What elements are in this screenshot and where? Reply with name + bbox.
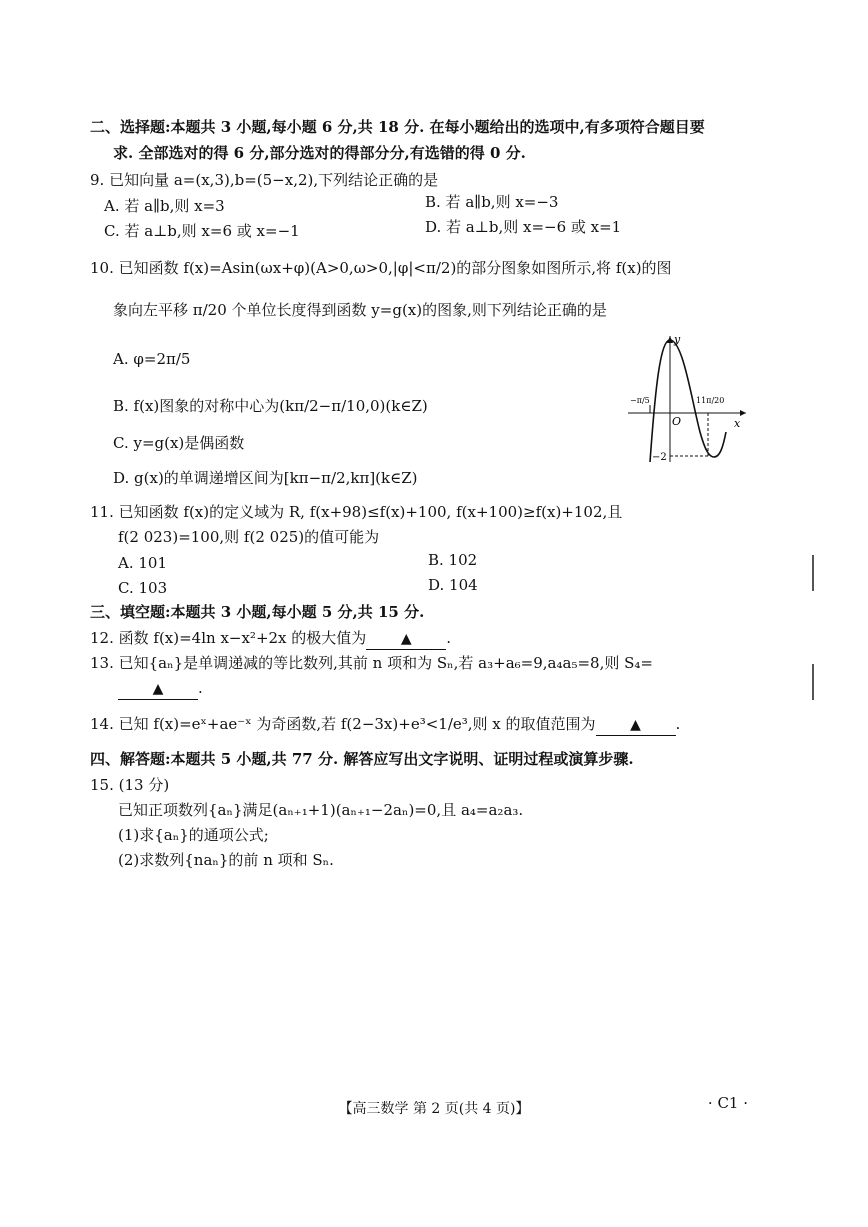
q9-option-c: C. 若 a⊥b,则 x=6 或 x=−1 [104,222,300,240]
q12-end: . [446,629,452,647]
section3-heading: 三、填空题:本题共 3 小题,每小题 5 分,共 15 分. [90,603,425,621]
q13-answer-line [118,678,203,700]
corner-mark: · C1 · [707,1094,748,1112]
q11-option-a: A. 101 [118,554,167,572]
q12-answer-blank [366,628,446,650]
q12-line [90,628,451,650]
q13-text: 13. 已知{aₙ}是单调递减的等比数列,其前 n 项和为 Sₙ,若 a₃+a₆=9,a₄a₅=8,则 S₄= [90,654,653,672]
q11-option-d: D. 104 [428,576,478,594]
q13-end: . [198,679,203,697]
q11-option-b: B. 102 [428,551,478,569]
q13-answer-blank [118,678,198,700]
q9-option-b: B. 若 a∥b,则 x=−3 [425,193,559,211]
q9-option-a: A. 若 a∥b,则 x=3 [104,197,225,215]
graph-y-label: y [674,333,681,346]
answer-mark-icon: ▲ [152,681,164,697]
section4-heading: 四、解答题:本题共 5 小题,共 77 分. 解答应写出文字说明、证明过程或演算步骤. [90,750,634,768]
section2-heading-line2: 求. 全部选对的得 6 分,部分选对的得部分分,有选错的得 0 分. [113,144,526,162]
q10-stem-line1: 10. 已知函数 f(x)=Asin(ωx+φ)(A>0,ω>0,|φ|<π/2)的部分图象如图所示,将 f(x)的图 [90,259,672,277]
scan-edge-line [812,664,814,700]
q10-stem-line2: 象向左平移 π/20 个单位长度得到函数 y=g(x)的图象,则下列结论正确的是 [113,301,607,319]
answer-mark-icon: ▲ [630,717,641,733]
graph-left-tick-label: −π/5 [630,396,650,405]
q9-stem: 9. 已知向量 a=(x,3),b=(5−x,2),下列结论正确的是 [90,171,439,189]
section2-heading-line1: 二、选择题:本题共 3 小题,每小题 6 分,共 18 分. 在每小题给出的选项中,有多项符合题目要 [90,118,705,136]
q10-option-d: D. g(x)的单调递增区间为[kπ−π/2,kπ](k∈Z) [113,469,418,487]
graph-min-label: −2 [652,452,667,463]
scan-edge-line [812,555,814,591]
q10-option-c: C. y=g(x)是偶函数 [113,434,245,452]
q14-line [90,714,680,736]
q10-function-graph [628,332,748,464]
q9-option-d: D. 若 a⊥b,则 x=−6 或 x=1 [425,218,622,236]
page-footer: 【高三数学 第 2 页(共 4 页)】 [338,1101,530,1117]
graph-origin-label: O [672,415,682,428]
q10-option-b: B. f(x)图象的对称中心为(kπ/2−π/10,0)(k∈Z) [113,397,428,415]
q11-option-c: C. 103 [118,579,168,597]
q15-number: 15. (13 分) [90,776,170,794]
q10-option-a: A. φ=2π/5 [113,350,191,368]
graph-right-tick-label: 11π/20 [696,396,725,405]
q15-part1: (1)求{aₙ}的通项公式; [118,826,269,844]
answer-mark-icon: ▲ [400,631,412,647]
q11-stem-line2: f(2 023)=100,则 f(2 025)的值可能为 [118,528,380,546]
q14-answer-blank [596,714,676,736]
graph-x-label: x [734,417,741,430]
q15-stem: 已知正项数列{aₙ}满足(aₙ₊₁+1)(aₙ₊₁−2aₙ)=0,且 a₄=a₂a₃. [118,801,524,819]
q11-stem-line1: 11. 已知函数 f(x)的定义域为 R, f(x+98)≤f(x)+100, f(x+100)≥f(x)+102,且 [90,503,623,521]
q12-text: 12. 函数 f(x)=4ln x−x²+2x 的极大值为 [90,629,367,647]
q15-part2: (2)求数列{naₙ}的前 n 项和 Sₙ. [118,851,334,869]
q14-end: . [675,715,681,733]
q14-text: 14. 已知 f(x)=eˣ+ae⁻ˣ 为奇函数,若 f(2−3x)+e³<1/e³,则 x 的取值范围为 [90,715,596,733]
